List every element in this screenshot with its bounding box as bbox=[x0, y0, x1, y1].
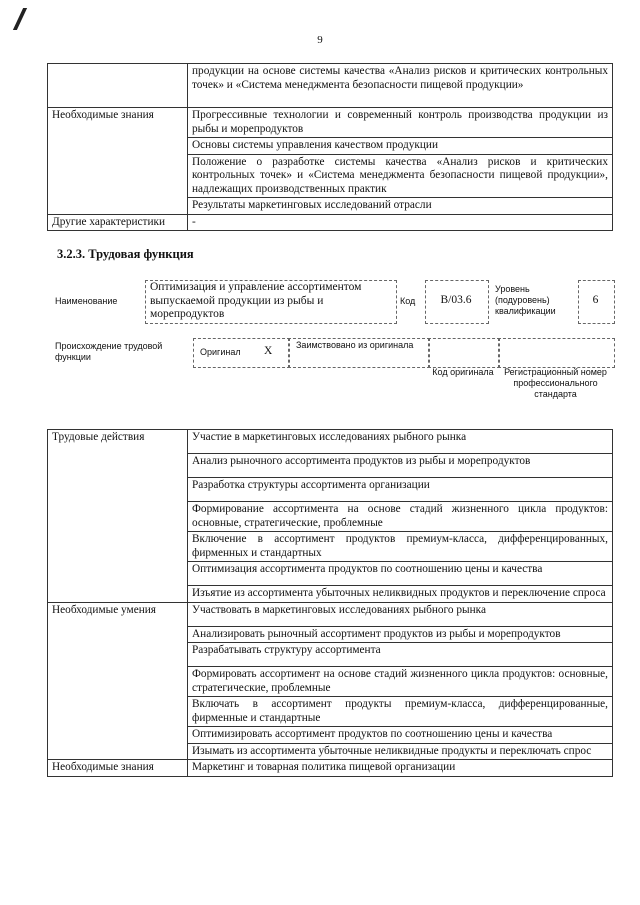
table-cell: продукции на основе системы качества «Анализ рисков и критических контрольных точек» и «Система менеджмента безопасности пищевой продукции» bbox=[188, 64, 613, 108]
row-label: Необходимые знания bbox=[48, 108, 188, 215]
original-code-caption: Код оригинала bbox=[432, 367, 494, 377]
function-name: Оптимизация и управление ассортиментом выпускаемой продукции из рыбы и морепродуктов bbox=[150, 281, 362, 320]
code-label: Код bbox=[400, 296, 416, 306]
level-value: 6 bbox=[592, 294, 599, 306]
borrowed-label: Заимствовано из оригинала bbox=[296, 340, 414, 350]
name-label: Наименование bbox=[55, 296, 118, 306]
original-code-box bbox=[428, 338, 500, 368]
reg-number-box bbox=[498, 338, 615, 368]
table-cell: Участвовать в маркетинговых исследованиях рыбного рынка bbox=[188, 602, 613, 626]
top-table bbox=[47, 63, 613, 231]
original-label: Оригинал bbox=[200, 347, 241, 357]
table-cell: Изъятие из ассортимента убыточных неликвидных продуктов и переключение спроса bbox=[188, 586, 613, 603]
table-cell: Разрабатывать структуру ассортимента bbox=[188, 643, 613, 667]
section-heading: 3.2.3. Трудовая функция bbox=[57, 247, 194, 261]
table-cell: Включать в ассортимент продукты премиум-класса, дифференцированные, фирменные и стандартные bbox=[188, 697, 613, 727]
table-cell: Анализ рыночного ассортимента продуктов из рыбы и морепродуктов bbox=[188, 454, 613, 478]
empty-label-cell bbox=[48, 64, 188, 108]
table-cell: Формирование ассортимента на основе стадий жизненного цикла продуктов: основные, стратегические, проблемные bbox=[188, 502, 613, 532]
table-cell: Включение в ассортимент продуктов премиум-класса, дифференцированных, фирменных и стандартных bbox=[188, 532, 613, 562]
main-table bbox=[47, 429, 613, 777]
row-label: Необходимые знания bbox=[48, 760, 188, 777]
row-label: Трудовые действия bbox=[48, 430, 188, 603]
row-label: Необходимые умения bbox=[48, 602, 188, 760]
table-cell: Анализировать рыночный ассортимент продуктов из рыбы и морепродуктов bbox=[188, 626, 613, 643]
table-cell: Изымать из ассортимента убыточные неликвидные продукты и переключать спрос bbox=[188, 743, 613, 760]
table-cell: - bbox=[188, 214, 613, 231]
table-cell: Формировать ассортимент на основе стадий жизненного цикла продуктов: основные, стратегические, проблемные bbox=[188, 667, 613, 697]
table-cell: Результаты маркетинговых исследований отрасли bbox=[188, 198, 613, 215]
scan-mark bbox=[13, 8, 27, 30]
row-label: Другие характеристики bbox=[48, 214, 188, 231]
origin-label: Происхождение трудовой функции bbox=[55, 341, 163, 362]
table-cell: Разработка структуры ассортимента организации bbox=[188, 478, 613, 502]
original-mark: X bbox=[264, 345, 273, 357]
level-label: Уровень (подуровень) квалификации bbox=[495, 284, 556, 316]
table-cell: Оптимизировать ассортимент продуктов по соотношению цены и качества bbox=[188, 727, 613, 744]
table-cell: Оптимизация ассортимента продуктов по соотношению цены и качества bbox=[188, 562, 613, 586]
page-number: 9 bbox=[317, 34, 323, 46]
table-cell: Маркетинг и товарная политика пищевой организации bbox=[188, 760, 613, 777]
table-cell: Участие в маркетинговых исследованиях рыбного рынка bbox=[188, 430, 613, 454]
reg-number-caption: Регистрационный номер профессионального стандарта bbox=[504, 367, 607, 399]
table-cell: Прогрессивные технологии и современный контроль производства продукции из рыбы и морепродуктов bbox=[188, 108, 613, 138]
code-value: B/03.6 bbox=[440, 294, 472, 306]
table-cell: Основы системы управления качеством продукции bbox=[188, 138, 613, 155]
table-cell: Положение о разработке системы качества «Анализ рисков и критических контрольных точек» и «Система менеджмента безопасности пищевой продукции», надлежащих производственных практик bbox=[188, 154, 613, 198]
